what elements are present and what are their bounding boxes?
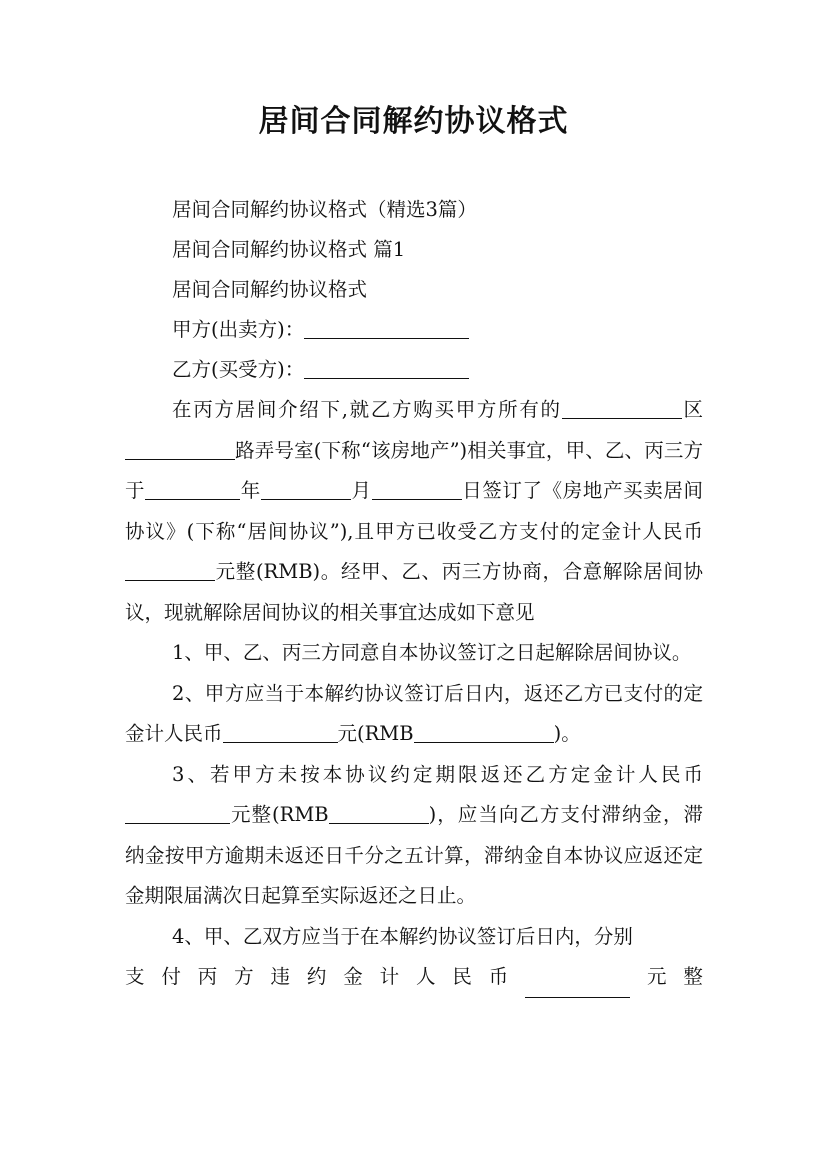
spread-char: 计 — [379, 965, 400, 988]
spread-char: 支 — [125, 965, 145, 988]
party-b-label: 乙方(买受方)： — [172, 358, 305, 381]
agreement-name: 居间合同解约协议格式 — [172, 278, 368, 301]
clause-3 — [125, 755, 703, 917]
intro-text: 元整(RMB)。经甲、乙、丙三方协商，合意解除居间协议，现就解除居间协议的相关事宜达成如下意见 — [125, 560, 703, 624]
spread-char: 人 — [416, 965, 436, 988]
blank-field — [372, 480, 462, 501]
party-a-line — [125, 310, 703, 350]
spread-char: 元 — [646, 965, 667, 988]
party-b-line — [125, 350, 703, 390]
spread-char: 金 — [343, 965, 363, 988]
clause-4-spread-line — [125, 957, 703, 998]
blank-field — [414, 723, 554, 744]
document-body — [125, 190, 703, 998]
intro-text: 路弄号室(下称“该房地产”)相关事宜，甲、乙、丙三方于 — [125, 438, 703, 502]
spread-char: 方 — [234, 965, 254, 988]
blank-field — [525, 977, 630, 998]
clause-text: )。 — [553, 722, 581, 745]
spread-char: 付 — [161, 965, 181, 988]
clause-4: 4、甲、乙双方应当于在本解约协议签订后日内，分别 — [172, 924, 633, 948]
blank-field — [562, 399, 682, 420]
clause-text: )，应当向乙方支付滞纳金，滞纳金按甲方逾期未返还日千分之五计算，滞纳金自本协议应返还定金期限届满次日起算至实际返还之日止。 — [125, 803, 704, 907]
clause-2 — [125, 674, 703, 755]
spread-char: 民 — [452, 965, 472, 988]
party-a-label: 甲方(出卖方)： — [172, 318, 305, 341]
intro-text: 在丙方居间介绍下,就乙方购买甲方所有的 — [172, 398, 562, 421]
clause-text: 3、若甲方未按本协议约定期限返还乙方定金计人民币 — [172, 762, 703, 786]
document-subtitle: 居间合同解约协议格式（精选3篇） — [172, 198, 477, 221]
spread-char: 违 — [270, 965, 291, 988]
clause-text: 元(RMB — [337, 722, 414, 745]
intro-text: 月 — [350, 479, 372, 502]
blank-field — [125, 804, 230, 825]
document-title: 居间合同解约协议格式 — [258, 104, 569, 139]
spread-char: 丙 — [197, 965, 218, 988]
spread-char: 币 — [488, 965, 509, 988]
spread-char: 约 — [306, 965, 327, 988]
intro-text: 日签订了《房地产买卖居间协议》(下称“居间协议”),且甲方已收受乙方支付的定金计人民币 — [125, 479, 703, 543]
blank-field — [145, 480, 240, 501]
blank-field — [125, 561, 215, 582]
party-b-blank — [304, 359, 469, 380]
clause-1: 1、甲、乙、丙三方同意自本协议签订之日起解除居间协议。 — [172, 641, 692, 664]
intro-text: 年 — [240, 479, 261, 502]
intro-text: 区 — [681, 398, 703, 421]
blank-field — [329, 804, 429, 825]
blank-field — [125, 439, 235, 460]
intro-paragraph — [125, 390, 703, 633]
clause-text: 元整(RMB — [230, 803, 329, 826]
clause-text: 2、甲方应当于本解约协议签订后日内，返还乙方已支付的定金计人民币 — [125, 681, 703, 745]
blank-field — [261, 480, 351, 501]
party-a-blank — [304, 319, 469, 340]
blank-field — [223, 723, 338, 744]
section-heading: 居间合同解约协议格式 篇1 — [172, 238, 406, 261]
spread-char: 整 — [683, 965, 703, 988]
